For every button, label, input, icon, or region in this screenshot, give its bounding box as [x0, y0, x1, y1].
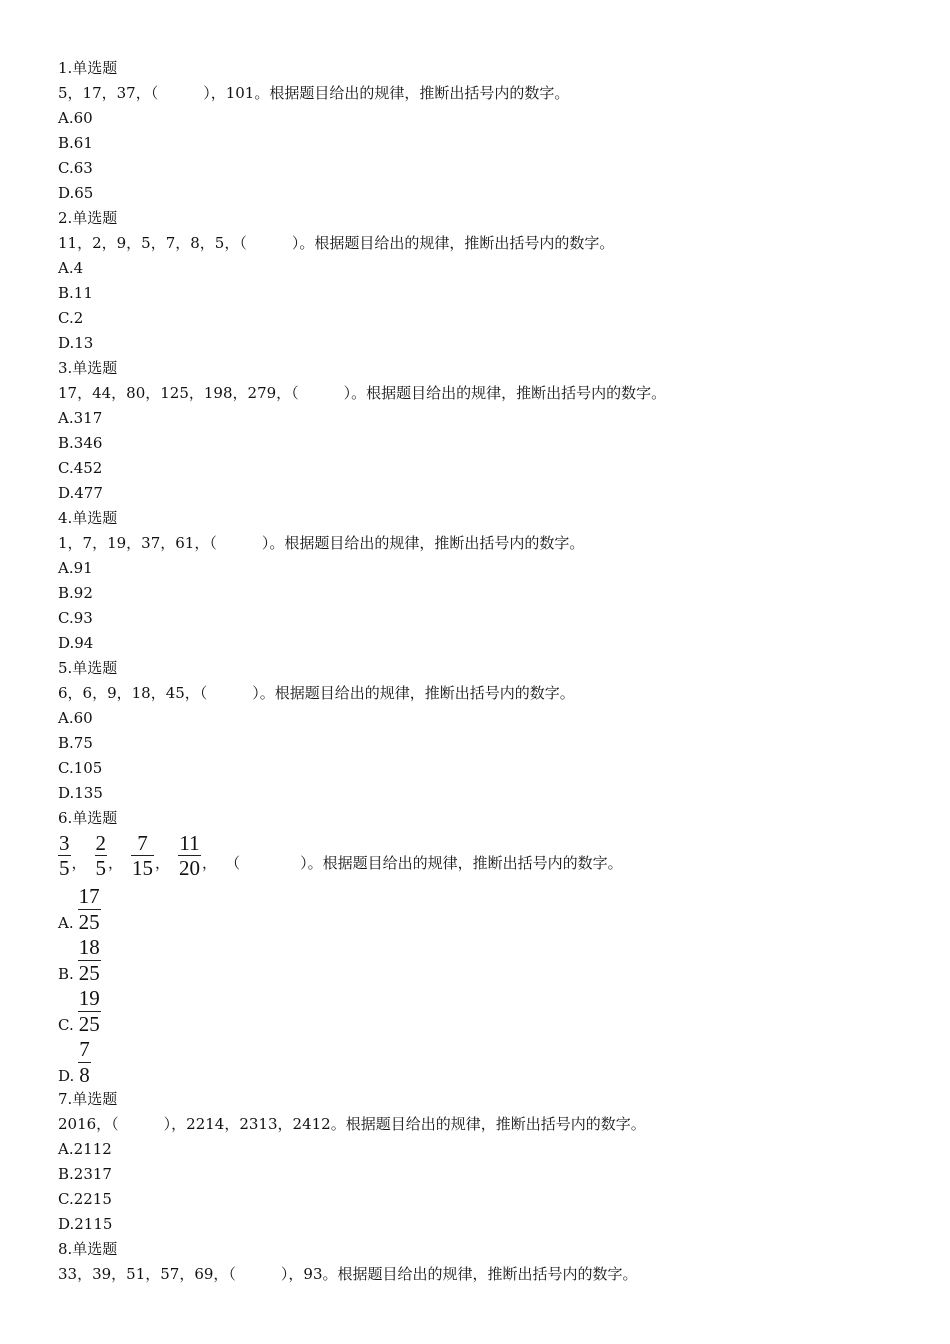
numerator: 7 — [79, 1037, 90, 1061]
separator: ， — [155, 853, 171, 872]
numerator: 7 — [137, 830, 148, 855]
option-d[interactable]: D.94 — [58, 634, 94, 652]
option-c[interactable]: C.105 — [58, 759, 103, 777]
fraction — [78, 885, 101, 934]
option-a[interactable]: A.60 — [58, 109, 93, 127]
fraction — [78, 1038, 91, 1087]
denominator: 25 — [78, 961, 100, 985]
option-c[interactable]: C.2215 — [58, 1190, 112, 1208]
question-tail: （ ）。根据题目给出的规律，推断出括号内的数字。 — [225, 853, 623, 872]
option-label: D. — [58, 1067, 75, 1085]
option-a[interactable]: A.4 — [58, 259, 84, 277]
option-c[interactable]: C.63 — [58, 159, 93, 177]
question-2 — [58, 206, 918, 356]
question-header: 7.单选题 — [58, 1090, 118, 1108]
denominator: 5 — [95, 855, 107, 880]
numerator: 11 — [179, 830, 200, 855]
question-text — [58, 827, 918, 883]
option-c[interactable]: C.93 — [58, 609, 93, 627]
option-d[interactable]: D.135 — [58, 784, 103, 802]
option-a[interactable]: A.91 — [58, 559, 93, 577]
option-d[interactable]: D.2115 — [58, 1215, 113, 1233]
numerator: 2 — [95, 830, 107, 855]
denominator: 8 — [79, 1063, 90, 1087]
question-text: 2016，（ ），2214，2313，2412。根据题目给出的规律，推断出括号内的数字。 — [58, 1115, 646, 1133]
numerator: 19 — [78, 986, 100, 1010]
separator: ， — [202, 853, 218, 872]
option-a[interactable]: A.317 — [58, 409, 103, 427]
question-header: 3.单选题 — [58, 359, 118, 377]
denominator: 5 — [59, 855, 70, 880]
option-c[interactable] — [58, 985, 918, 1036]
option-c[interactable]: C.2 — [58, 309, 84, 327]
question-text: 6，6，9，18，45，（ ）。根据题目给出的规律，推断出括号内的数字。 — [58, 684, 575, 702]
fraction — [95, 832, 108, 879]
question-1 — [58, 56, 918, 206]
option-a[interactable] — [58, 883, 918, 934]
option-b[interactable]: B.75 — [58, 734, 93, 752]
denominator: 25 — [78, 910, 100, 934]
option-c[interactable]: C.452 — [58, 459, 103, 477]
option-b[interactable]: B.2317 — [58, 1165, 112, 1183]
fraction — [78, 936, 101, 985]
question-8 — [58, 1237, 918, 1287]
question-header: 4.单选题 — [58, 509, 118, 527]
fraction — [78, 987, 101, 1036]
option-b[interactable] — [58, 934, 918, 985]
question-header: 6.单选题 — [58, 809, 118, 827]
numerator: 18 — [78, 935, 100, 959]
option-b[interactable]: B.11 — [58, 284, 93, 302]
question-7 — [58, 1087, 918, 1237]
option-a[interactable]: A.60 — [58, 709, 93, 727]
question-text: 5，17，37，（ ），101。根据题目给出的规律，推断出括号内的数字。 — [58, 84, 570, 102]
question-4 — [58, 506, 918, 656]
question-header: 5.单选题 — [58, 659, 118, 677]
option-b[interactable]: B.92 — [58, 584, 93, 602]
option-label: C. — [58, 1016, 74, 1034]
denominator: 15 — [132, 855, 154, 880]
question-document — [58, 56, 918, 1287]
question-text: 17，44，80，125，198，279，（ ）。根据题目给出的规律，推断出括号内的数字。 — [58, 384, 667, 402]
option-b[interactable]: B.61 — [58, 134, 93, 152]
question-header: 1.单选题 — [58, 59, 118, 77]
question-6 — [58, 806, 918, 1087]
question-header: 2.单选题 — [58, 209, 118, 227]
question-3 — [58, 356, 918, 506]
denominator: 25 — [78, 1012, 100, 1036]
option-label: A. — [58, 914, 74, 932]
option-d[interactable]: D.65 — [58, 184, 94, 202]
option-d[interactable]: D.477 — [58, 484, 103, 502]
numerator: 3 — [59, 830, 70, 855]
question-5 — [58, 656, 918, 806]
fraction — [131, 832, 154, 879]
numerator: 17 — [78, 884, 100, 908]
fraction — [58, 832, 71, 879]
question-header: 8.单选题 — [58, 1240, 118, 1258]
fraction — [178, 832, 201, 879]
option-label: B. — [58, 965, 74, 983]
separator: ， — [71, 853, 87, 872]
separator: ， — [108, 853, 124, 872]
option-a[interactable]: A.2112 — [58, 1140, 112, 1158]
question-text: 33，39，51，57，69，（ ），93。根据题目给出的规律，推断出括号内的数字。 — [58, 1265, 638, 1283]
option-b[interactable]: B.346 — [58, 434, 103, 452]
denominator: 20 — [179, 855, 201, 880]
question-text: 1，7，19，37，61，（ ）。根据题目给出的规律，推断出括号内的数字。 — [58, 534, 585, 552]
option-d[interactable]: D.13 — [58, 334, 94, 352]
question-text: 11，2，9，5，7，8，5，（ ）。根据题目给出的规律，推断出括号内的数字。 — [58, 234, 615, 252]
option-d[interactable] — [58, 1036, 918, 1087]
